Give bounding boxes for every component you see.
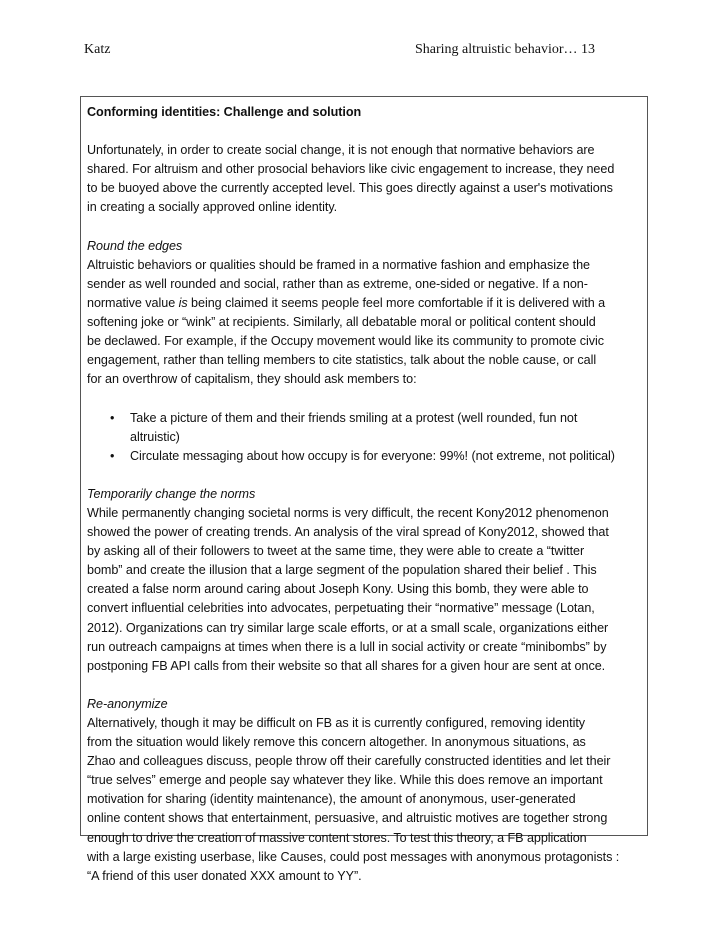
text-run: normative value [87,295,179,310]
text-line: postponing FB API calls from their website so that all shares for a given hour are sent at once. [87,658,606,673]
round-the-edges-paragraph [87,256,647,390]
temporarily-change-the-norms-paragraph [87,504,647,676]
paragraph-gap [87,389,647,408]
text-line: Zhao and colleagues discuss, people throw off their carefully constructed identities and let their [87,754,611,769]
text-line: convert influential celebrities into advocates, perpetuating their “normative” message (Lotan, [87,601,595,616]
paragraph-gap [87,218,647,237]
emphasis-is: is [178,295,188,310]
text-line: for an overthrow of capitalism, they should ask members to: [87,372,417,387]
section-heading-re-anonymize: Re-anonymize [87,696,168,711]
text-line: Unfortunately, in order to create social change, it is not enough that normative behaviors are [87,143,595,158]
text-line: Circulate messaging about how occupy is for everyone: 99%! (not extreme, not political) [130,448,615,463]
section-heading-round-the-edges: Round the edges [87,238,183,253]
section-heading-temporarily-change-the-norms: Temporarily change the norms [87,486,256,501]
bullet-icon: • [110,410,115,425]
bullet-icon: • [110,448,115,463]
paragraph-gap [87,122,647,141]
running-head-author: Katz [84,42,111,57]
text-line: be declawed. For example, if the Occupy movement would like its community to promote civic [87,334,604,349]
text-line-with-emphasis [87,294,647,313]
paragraph-gap [87,466,647,485]
paragraph-gap [87,676,647,695]
text-line: While permanently changing societal norms is very difficult, the recent Kony2012 phenomenon [87,505,609,520]
text-run: being claimed it seems people feel more comfortable if it is delivered with a [187,295,606,310]
text-line: in creating a socially approved online identity. [87,200,338,215]
text-line: online content shows that entertainment, persuasive, and altruistic motives are together strong [87,811,608,826]
text-line: enough to drive the creation of massive content stores. To test this theory, a FB application [87,830,587,845]
re-anonymize-paragraph [87,714,647,886]
text-line: bomb” and create the illusion that a large segment of the population shared their belief . This [87,563,597,578]
text-line: Take a picture of them and their friends smiling at a protest (well rounded, fun not [130,410,578,425]
sidebar-box [80,96,648,883]
text-line: created a false norm around caring about Joseph Kony. Using this bomb, they were able to [87,582,589,597]
intro-paragraph [87,141,647,217]
text-line: altruistic) [130,429,180,444]
list-item [87,447,647,466]
text-line: “true selves” emerge and people say whatever they like. While this does remove an important [87,773,603,788]
text-line: 2012). Organizations can try similar large scale efforts, or at a small scale, organizations either [87,620,609,635]
running-head-short-title: Sharing altruistic behavior… 13 [415,42,596,57]
text-line: to be buoyed above the currently accepted level. This goes directly against a user's motivations [87,181,613,196]
text-line: run outreach campaigns at times when there is a lull in social activity or create “minibombs” by [87,639,607,654]
text-line: with a large existing userbase, like Causes, could post messages with anonymous protagonists : [87,849,620,864]
text-line: from the situation would likely remove this concern altogether. In anonymous situations, as [87,735,586,750]
text-line: Altruistic behaviors or qualities should be framed in a normative fashion and emphasize the [87,257,590,272]
text-line: Alternatively, though it may be difficult on FB as it is currently configured, removing identity [87,716,586,730]
text-line: by asking all of their followers to tweet at the same time, they were able to create a “twitter [87,544,585,559]
text-line: showed the power of creating trends. An analysis of the viral spread of Kony2012, showed that [87,525,609,540]
text-line: softening joke or “wink” at recipients. Similarly, all debatable moral or political content should [87,315,596,330]
text-line: motivation for sharing (identity maintenance), the amount of anonymous, user-generated [87,792,576,807]
bullet-list [87,409,647,466]
list-item [87,409,647,447]
text-line: engagement, rather than telling members to cite statistics, talk about the noble cause, or call [87,353,597,368]
running-head [84,40,644,60]
box-title: Conforming identities: Challenge and solution [87,105,362,119]
text-line: sender as well rounded and social, rather than as extreme, one-sided or negative. If a non- [87,276,588,291]
text-line: shared. For altruism and other prosocial behaviors like civic engagement to increase, they need [87,162,615,177]
text-line: “A friend of this user donated XXX amount to YY”. [87,868,362,883]
